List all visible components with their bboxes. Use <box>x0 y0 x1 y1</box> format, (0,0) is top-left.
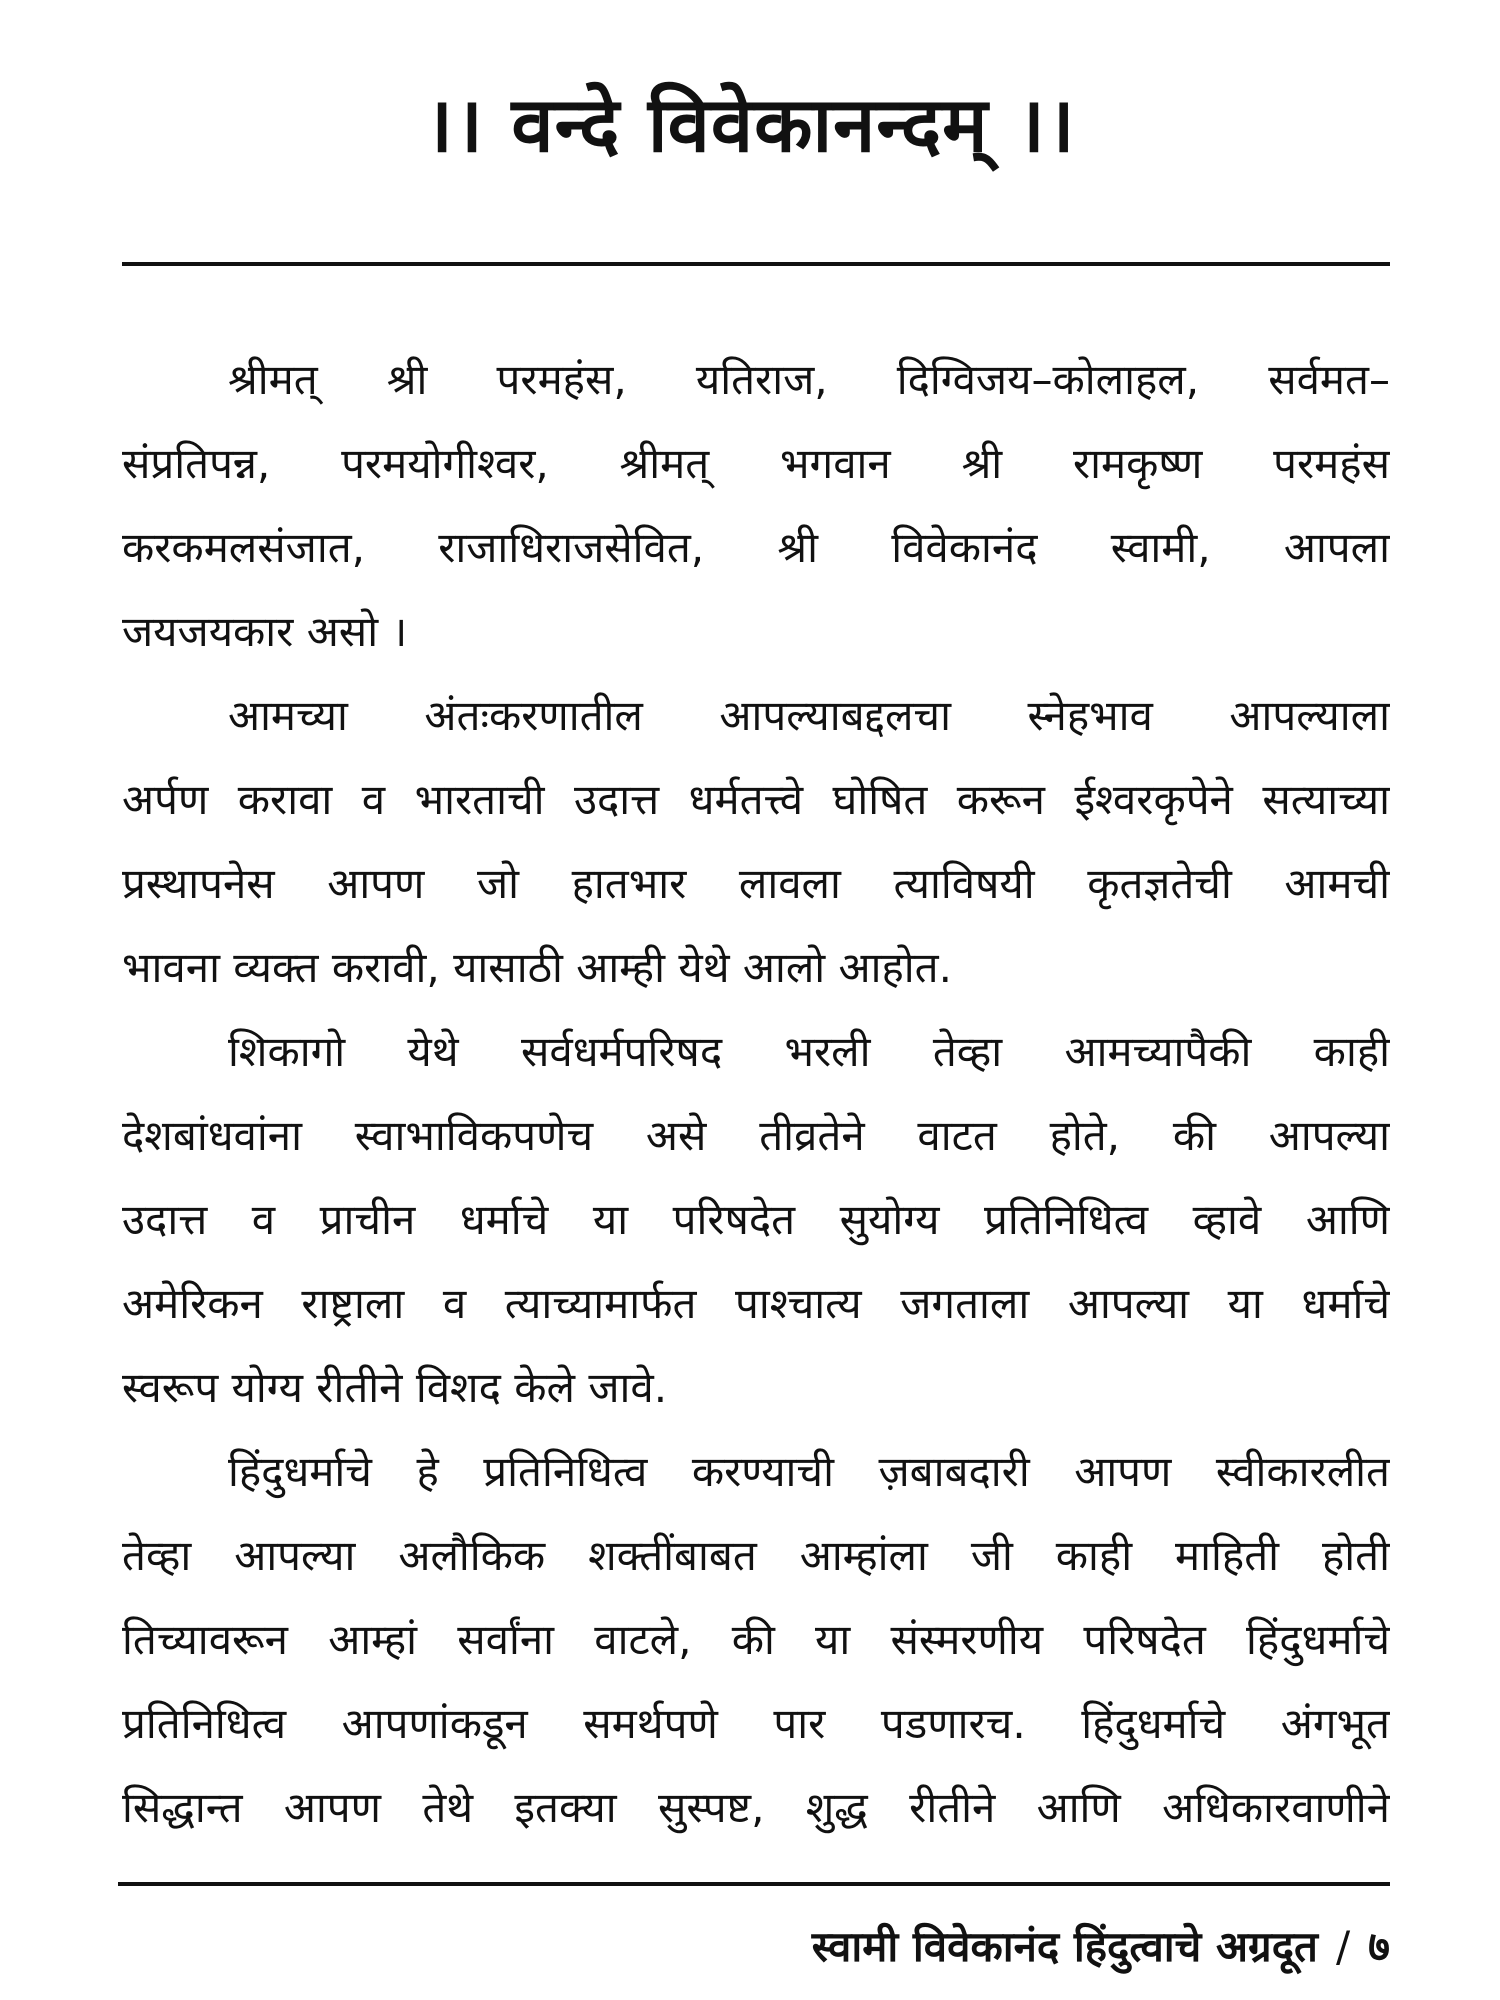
text-line: श्रीमत् श्री परमहंस, यतिराज, दिग्विजय–कोलाहल, सर्वमत– <box>228 355 1390 404</box>
footer-separator: / <box>1336 1922 1351 1971</box>
text-line: सिद्धान्त आपण तेथे इतक्या सुस्पष्ट, शुद्ध रीतीने आणि अधिकारवाणीने <box>122 1783 1390 1832</box>
text-line: जयजयकार असो । <box>122 607 408 656</box>
paragraph-3 <box>122 1010 1390 1430</box>
page-number: ७ <box>1368 1922 1390 1971</box>
text-line: करकमलसंजात, राजाधिराजसेवित, श्री विवेकानंद स्वामी, आपला <box>122 523 1390 572</box>
bottom-divider <box>118 1882 1390 1886</box>
paragraph-1 <box>122 338 1390 674</box>
page-title: ।। वन्दे विवेकानन्दम् ।। <box>424 80 1076 169</box>
paragraph-4 <box>122 1430 1390 1850</box>
page-footer <box>812 1912 1390 1982</box>
text-line: भावना व्यक्त करावी, यासाठी आम्ही येथे आलो आहोत. <box>122 943 952 992</box>
text-line: स्वरूप योग्य रीतीने विशद केले जावे. <box>122 1363 668 1412</box>
text-line: प्रतिनिधित्व आपणांकडून समर्थपणे पार पडणारच. हिंदुधर्माचे अंगभूत <box>122 1699 1390 1748</box>
text-line: आमच्या अंतःकरणातील आपल्याबद्दलचा स्नेहभाव आपल्याला <box>228 691 1390 740</box>
paragraph-2 <box>122 674 1390 1010</box>
body-text <box>122 338 1390 1850</box>
text-line: तेव्हा आपल्या अलौकिक शक्तींबाबत आम्हांला जी काही माहिती होती <box>122 1531 1390 1580</box>
top-divider <box>122 262 1390 266</box>
text-line: संप्रतिपन्न, परमयोगीश्वर, श्रीमत् भगवान श्री रामकृष्ण परमहंस <box>122 439 1390 488</box>
text-line: उदात्त व प्राचीन धर्माचे या परिषदेत सुयोग्य प्रतिनिधित्व व्हावे आणि <box>122 1195 1390 1244</box>
text-line: तिच्यावरून आम्हां सर्वांना वाटले, की या संस्मरणीय परिषदेत हिंदुधर्माचे <box>122 1615 1390 1664</box>
text-line: अर्पण करावा व भारताची उदात्त धर्मतत्त्वे घोषित करून ईश्वरकृपेने सत्याच्या <box>122 775 1390 824</box>
text-line: शिकागो येथे सर्वधर्मपरिषद भरली तेव्हा आमच्यापैकी काही <box>228 1027 1390 1076</box>
text-line: देशबांधवांना स्वाभाविकपणेच असे तीव्रतेने वाटत होते, की आपल्या <box>122 1111 1390 1160</box>
text-line: अमेरिकन राष्ट्राला व त्याच्यामार्फत पाश्चात्य जगताला आपल्या या धर्माचे <box>122 1279 1390 1328</box>
text-line: प्रस्थापनेस आपण जो हातभार लावला त्याविषयी कृतज्ञतेची आमची <box>122 859 1390 908</box>
book-title: स्वामी विवेकानंद हिंदुत्वाचे अग्रदूत <box>811 1922 1318 1971</box>
text-line: हिंदुधर्माचे हे प्रतिनिधित्व करण्याची ज़बाबदारी आपण स्वीकारलीत <box>228 1447 1390 1496</box>
